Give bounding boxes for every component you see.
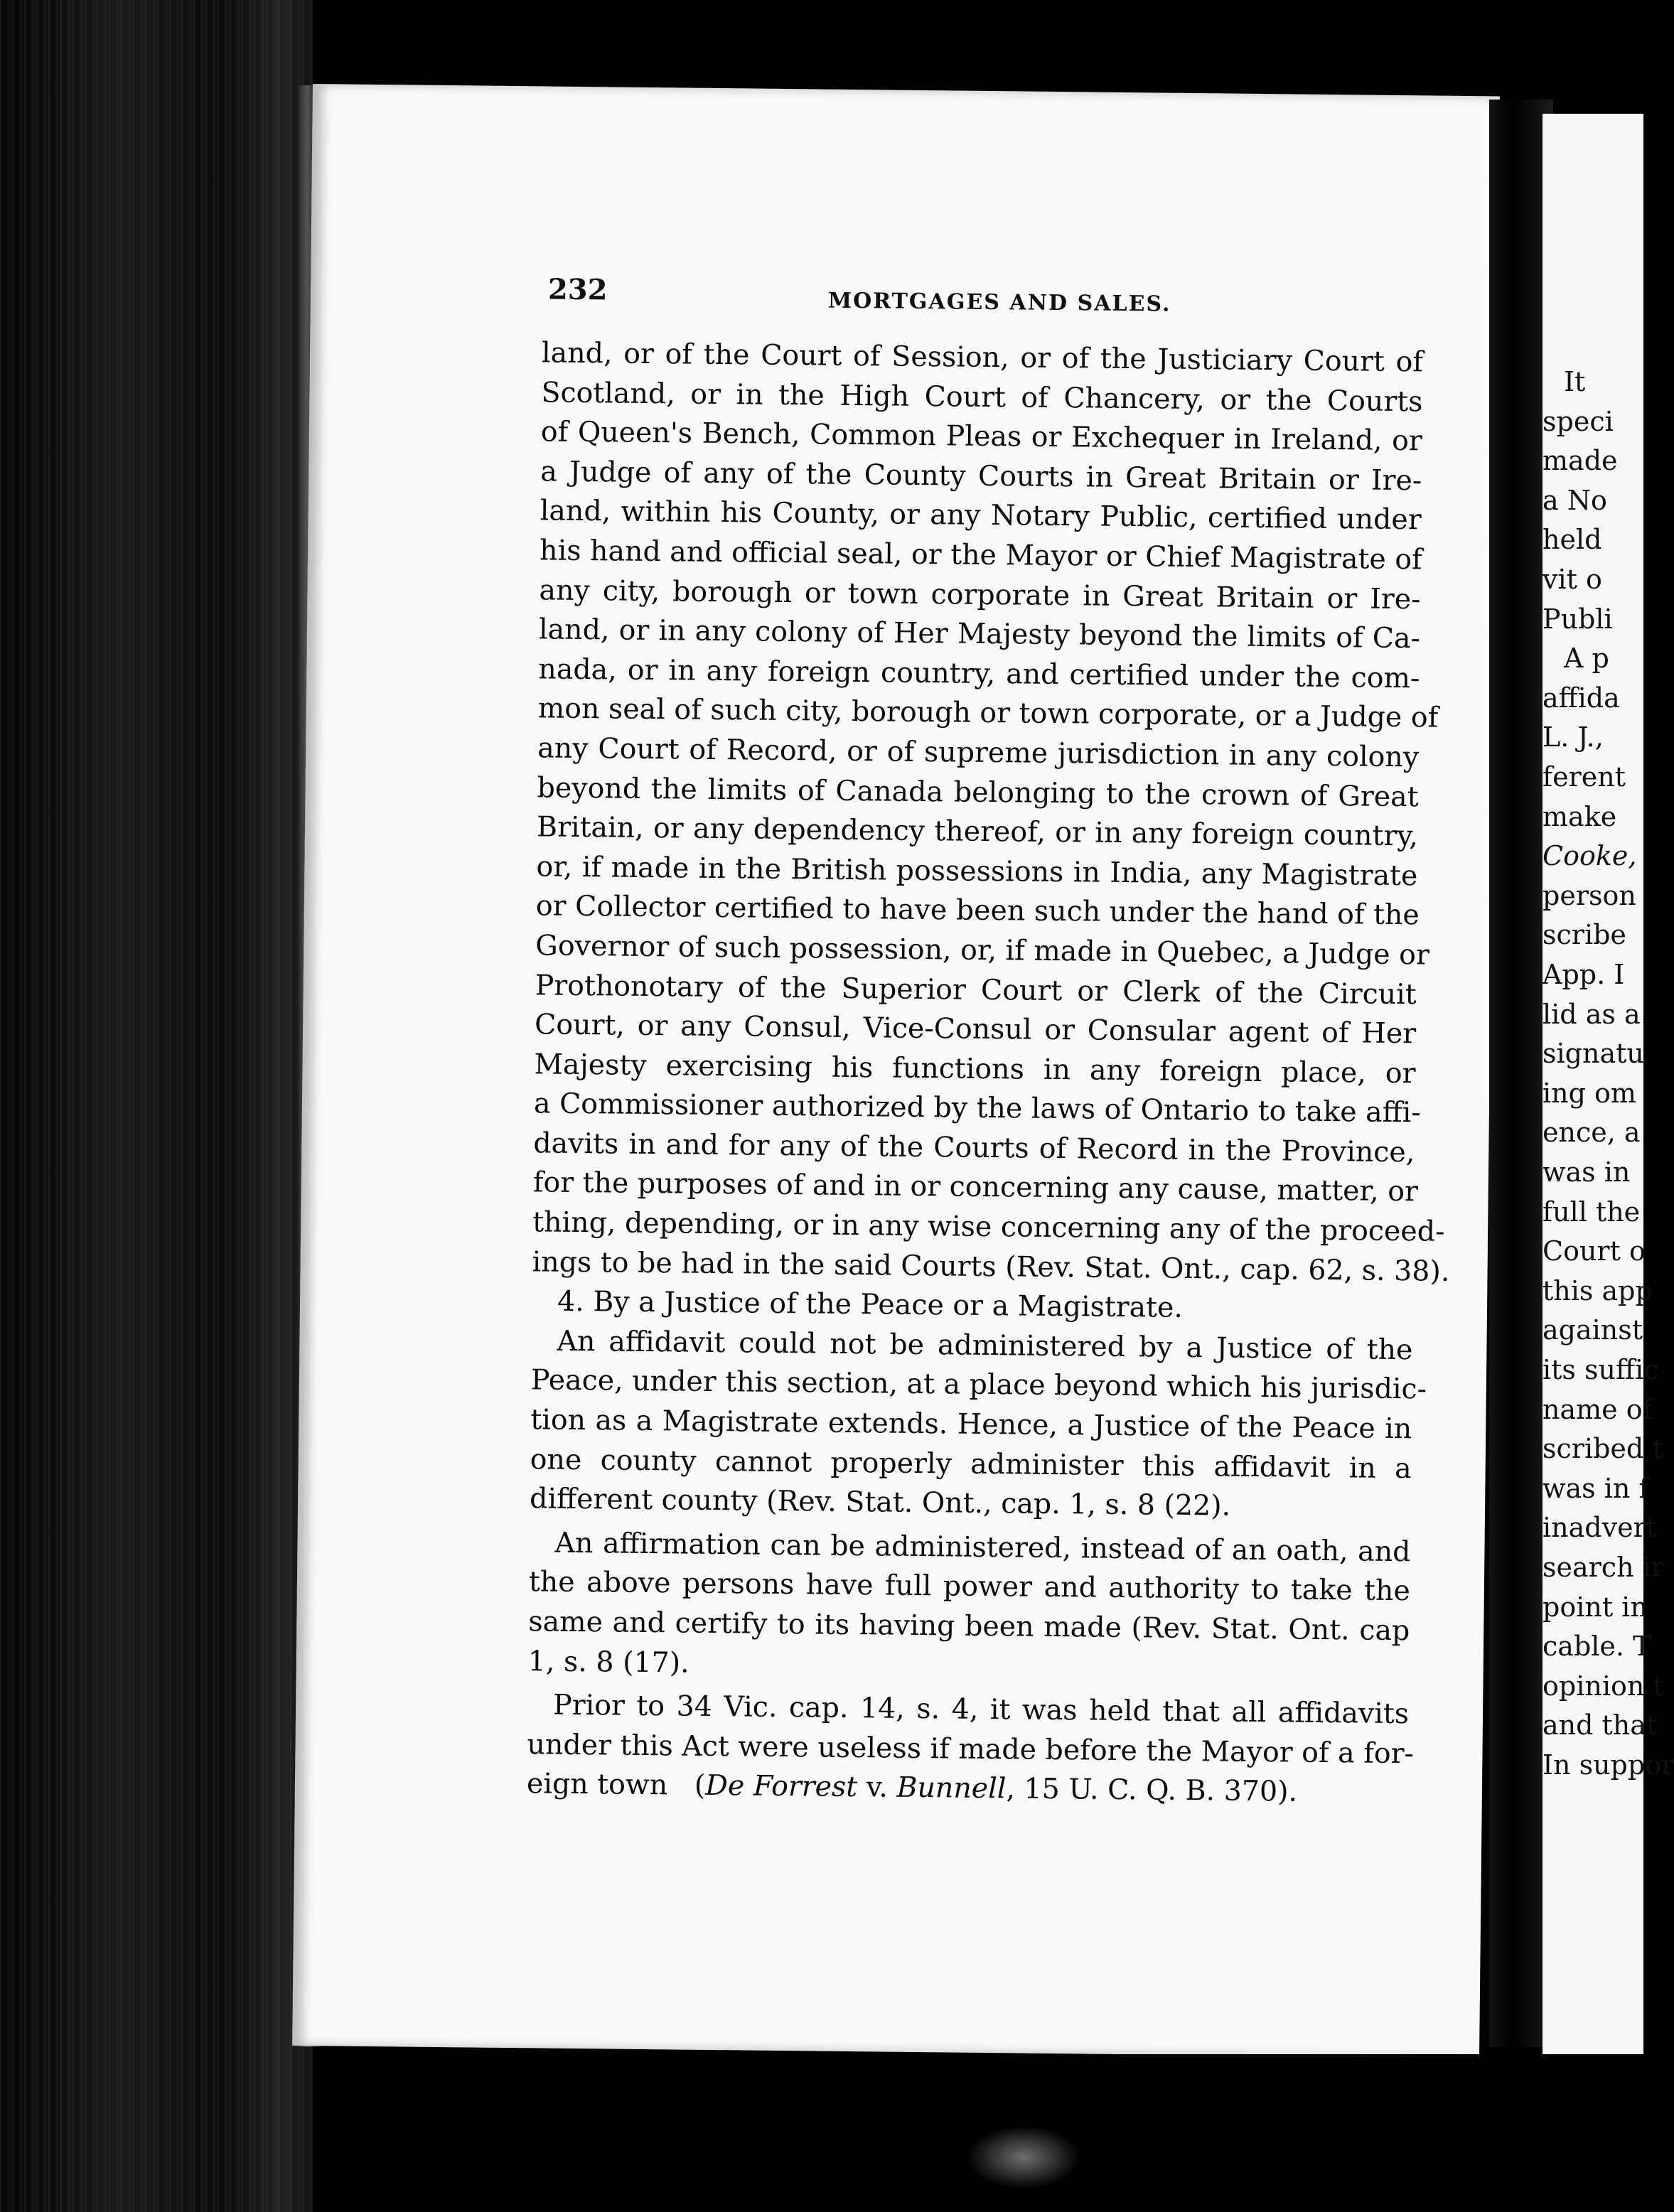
next-page-line: ferent bbox=[1542, 761, 1626, 793]
text-line: 1, s. 8 (17). bbox=[527, 1644, 690, 1680]
next-page-sliver bbox=[1542, 114, 1674, 2061]
next-page-line: opinion t bbox=[1542, 1670, 1664, 1702]
text-line: any city, borough or town corporate in Great Britain or Ire- bbox=[539, 573, 1421, 616]
next-page-line: was in f bbox=[1542, 1472, 1649, 1504]
text-line: of Queen's Bench, Common Pleas or Exchequer in Ireland, or bbox=[540, 415, 1423, 458]
next-page-line: speci bbox=[1542, 405, 1614, 437]
text-line: Majesty exercising his functions in any foreign place, or bbox=[534, 1048, 1416, 1090]
next-page-line: App. I bbox=[1542, 959, 1625, 990]
next-page-line: point in bbox=[1542, 1591, 1648, 1623]
next-page-line: a No bbox=[1542, 484, 1607, 516]
text-line: davits in and for any of the Courts of Record in the Province, bbox=[533, 1127, 1415, 1169]
text-line: land, within his County, or any Notary Public, certified under bbox=[540, 494, 1422, 537]
text-line: Court, or any Consul, Vice-Consul or Consular agent of Her bbox=[534, 1008, 1417, 1051]
page-number: 232 bbox=[547, 272, 608, 307]
next-page-line: It bbox=[1564, 366, 1586, 397]
text-line: Scotland, or in the High Court of Chancery, or the Courts bbox=[541, 375, 1423, 418]
next-page-line: scribe bbox=[1542, 919, 1626, 951]
text-line: any Court of Record, or of supreme jurisdiction in any colony bbox=[537, 731, 1420, 774]
scan-smudge bbox=[967, 2125, 1080, 2189]
next-page-line: lid as a bbox=[1542, 998, 1641, 1030]
next-page-line: vit o bbox=[1542, 564, 1602, 595]
next-page-line: ence, a bbox=[1542, 1117, 1641, 1149]
next-page-line: its suffic bbox=[1542, 1354, 1659, 1385]
citation-reference: , 15 U. C. Q. B. 370). bbox=[1006, 1772, 1298, 1809]
next-page-line: full the bbox=[1542, 1196, 1641, 1228]
book-page bbox=[292, 84, 1500, 2058]
text-line: tion as a Magistrate extends. Hence, a Justice of the Peace in bbox=[530, 1403, 1412, 1446]
text-line: beyond the limits of Canada belonging to the crown of Great bbox=[537, 771, 1419, 813]
text-line: or, if made in the British possessions in India, any Magistrate bbox=[536, 850, 1418, 893]
paragraph-start: An affirmation can be administered, instead of an oath, and bbox=[554, 1526, 1411, 1569]
text-line: ings to be had in the said Courts (Rev. Stat. Ont., cap. 62, s. 38). bbox=[532, 1245, 1450, 1288]
scan-background bbox=[313, 2054, 1643, 2212]
next-page-line: A p bbox=[1564, 643, 1609, 675]
text-line: one county cannot properly administer this affidavit in a bbox=[530, 1442, 1412, 1485]
text-line: or Collector certified to have been such under the hand of the bbox=[535, 889, 1420, 932]
text-line: Governor of such possession, or, if made in Quebec, a Judge or bbox=[535, 929, 1430, 972]
case-defendant: Bunnell bbox=[896, 1771, 1007, 1805]
next-page-line: In suppor bbox=[1542, 1749, 1674, 1781]
next-page-line: name of bbox=[1542, 1393, 1653, 1425]
next-page-line: L. J., bbox=[1542, 721, 1604, 753]
text-line: a Commissioner authorized by the laws of Ontario to take affi- bbox=[533, 1087, 1422, 1129]
text-line: same and certify to its having been made (Rev. Stat. Ont. cap bbox=[528, 1605, 1410, 1648]
running-head: MORTGAGES AND SALES. bbox=[827, 288, 1171, 317]
text-line: nada, or in any foreign country, and certified under the com- bbox=[538, 653, 1420, 695]
text-line: Prothonotary of the Superior Court or Clerk of the Circuit bbox=[535, 968, 1417, 1011]
next-page-line: cable. T bbox=[1542, 1631, 1651, 1663]
citation-open: ( bbox=[694, 1769, 706, 1803]
next-page-line: and that bbox=[1542, 1709, 1658, 1741]
paragraph-start: Prior to 34 Vic. cap. 14, s. 4, it was held that all affidavits bbox=[552, 1688, 1410, 1731]
next-page-line: held bbox=[1542, 524, 1602, 556]
left-binding-gutter bbox=[0, 0, 313, 2212]
text-line: Peace, under this section, at a place beyond which his jurisdic- bbox=[530, 1363, 1427, 1406]
next-page-line: Court o bbox=[1542, 1235, 1646, 1267]
next-page-line: inadvert bbox=[1542, 1512, 1657, 1544]
text-line: under this Act were useless if made before the Mayor of a for- bbox=[527, 1728, 1415, 1771]
text-line: his hand and official seal, or the Mayor or Chief Magistrate of bbox=[539, 534, 1422, 576]
text-line: a Judge of any of the County Courts in Great Britain or Ire- bbox=[540, 455, 1422, 498]
next-page-line: person bbox=[1542, 879, 1636, 911]
text-line: the above persons have full power and authority to take the bbox=[528, 1565, 1411, 1608]
body-text bbox=[526, 333, 1450, 1813]
text-line: land, or of the Court of Session, or of the Justiciary Court of bbox=[541, 336, 1424, 379]
next-page-line: against bbox=[1542, 1314, 1643, 1346]
citation-versus: v. bbox=[857, 1771, 897, 1805]
text-line: mon seal of such city, borough or town corporate, or a Judge of bbox=[537, 692, 1439, 734]
case-plaintiff: De Forrest bbox=[705, 1769, 858, 1804]
next-page-line: made bbox=[1542, 445, 1618, 477]
next-page-line: make bbox=[1542, 800, 1617, 832]
next-page-line: search ir bbox=[1542, 1552, 1664, 1583]
next-page-line: Publi bbox=[1542, 603, 1613, 635]
text-line: Britain, or any dependency thereof, or in any foreign country, bbox=[536, 810, 1419, 853]
next-page-line: affida bbox=[1542, 682, 1620, 714]
next-page-line: was in bbox=[1542, 1156, 1631, 1188]
next-page-line: scribed t bbox=[1542, 1433, 1663, 1465]
next-page-line: signatu bbox=[1542, 1038, 1644, 1070]
next-page-line: Cooke, bbox=[1542, 840, 1637, 872]
text-line: land, or in any colony of Her Majesty beyond the limits of Ca- bbox=[538, 613, 1421, 655]
text-line: different county (Rev. Stat. Ont., cap. 1, s. 8 (22). bbox=[529, 1482, 1231, 1523]
text-line: thing, depending, or in any wise concerning any of the proceed- bbox=[532, 1206, 1445, 1248]
text-fragment: eign town bbox=[526, 1767, 668, 1802]
paragraph-start: An affidavit could not be administered by a Justice of the bbox=[557, 1324, 1413, 1367]
next-page-line: this app bbox=[1542, 1274, 1653, 1306]
next-page-line: ing om bbox=[1542, 1077, 1636, 1109]
citation-line bbox=[527, 1765, 1409, 1814]
text-line: for the purposes of and in or concerning any cause, matter, or bbox=[532, 1166, 1419, 1208]
section-item-4: 4. By a Justice of the Peace or a Magistrate. bbox=[557, 1284, 1184, 1325]
